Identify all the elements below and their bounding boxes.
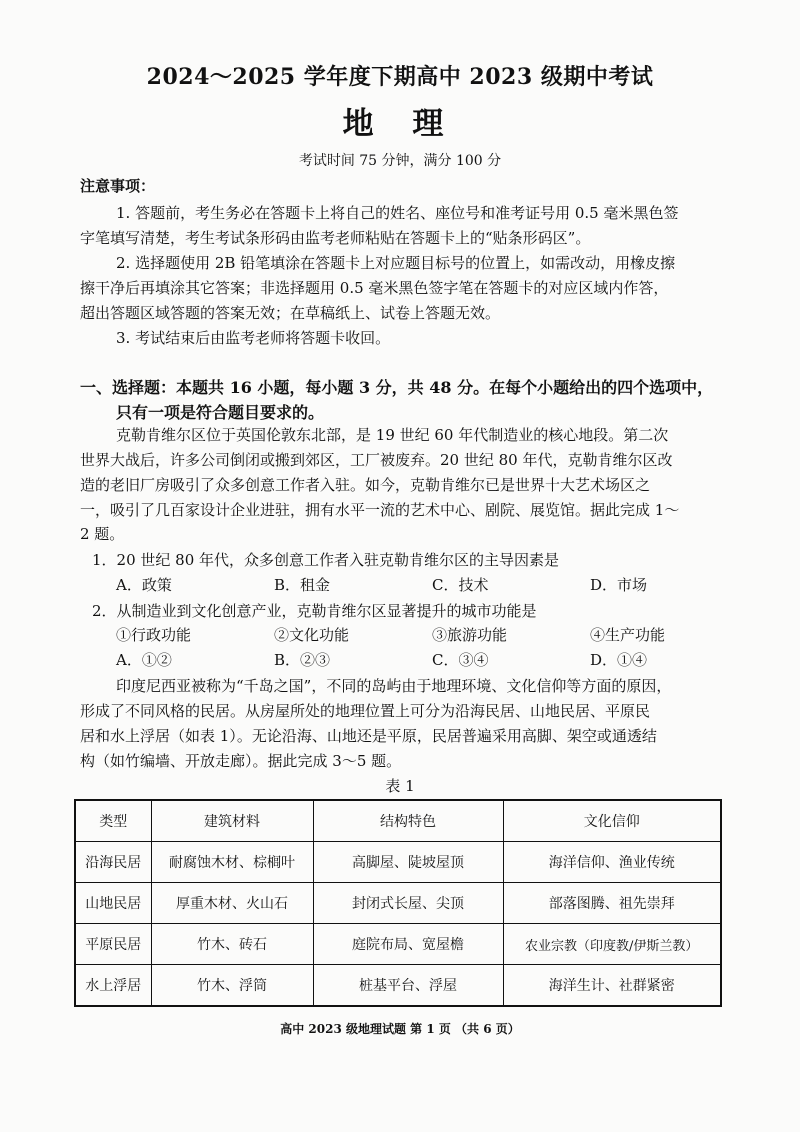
q2-option-c: C．③④ [432,651,489,669]
table-cell: 山地民居 [75,883,151,924]
section1-heading-line1: 一、选择题：本题共 16 小题，每小题 3 分，共 48 分。在每个小题给出的四个选项中， [80,378,714,397]
notes-item1-line1: 1. 答题前，考生务必在答题卡上将自己的姓名、座位号和准考证号用 0.5 毫米黑色签 [116,204,679,222]
table1 [74,799,722,1007]
passage1-line2: 世界大战后，许多公司倒闭或搬到郊区，工厂被废弃。20 世纪 80 年代，克勒肯维尔区改 [80,451,673,469]
page-footer: 高中 2023 级地理试题 第 1 页 （共 6 页） [280,1022,520,1036]
table-header-row [75,800,721,842]
notes-item1-line2: 字笔填写清楚，考生考试条形码由监考老师粘贴在答题卡上的“贴条形码区”。 [80,229,591,247]
passage2-line2: 形成了不同风格的民居。从房屋所处的地理位置上可分为沿海民居、山地民居、平原民 [80,702,651,720]
q1-option-c: C．技术 [432,576,489,594]
q2-option-a: A．①② [116,651,172,669]
section1-heading-line2: 只有一项是符合题目要求的。 [116,403,325,422]
q2-statement-1: ①行政功能 [116,626,192,644]
notes-heading: 注意事项： [80,177,156,195]
notes-item2-line1: 2. 选择题使用 2B 铅笔填涂在答题卡上对应题目标号的位置上，如需改动，用橡皮擦 [116,254,676,272]
notes-item2-line3: 超出答题区域答题的答案无效；在草稿纸上、试卷上答题无效。 [80,304,501,322]
subject-title: 地 理 [342,106,458,142]
table-cell: 沿海民居 [75,842,151,883]
table-cell: 农业宗教（印度教/伊斯兰教） [503,924,721,965]
passage1-line1: 克勒肯维尔区位于英国伦敦东北部，是 19 世纪 60 年代制造业的核心地段。第二次 [116,426,669,444]
notes-item3: 3. 考试结束后由监考老师将答题卡收回。 [116,329,391,347]
table-row [75,883,721,924]
table-cell: 竹木、砖石 [151,924,313,965]
table-cell: 高脚屋、陡坡屋顶 [313,842,503,883]
q2-statement-3: ③旅游功能 [432,626,508,644]
table-cell: 封闭式长屋、尖顶 [313,883,503,924]
table-row [75,842,721,883]
table1-caption: 表 1 [385,777,415,795]
table-cell: 海洋生计、社群紧密 [503,965,721,1007]
q1-option-a: A．政策 [116,576,172,594]
table-cell: 平原民居 [75,924,151,965]
passage2-line4: 构（如竹编墙、开放走廊）。据此完成 3～5 题。 [80,752,402,770]
table-row [75,965,721,1007]
table-header-cell: 建筑材料 [151,800,313,842]
q2-statement-4: ④生产功能 [590,626,666,644]
passage1-line5: 2 题。 [80,525,125,543]
passage2-line3: 居和水上浮居（如表 1）。无论沿海、山地还是平原，民居普遍采用高脚、架空或通透结 [80,727,657,745]
q1-option-d: D．市场 [590,576,648,594]
passage1-line3: 造的老旧厂房吸引了众多创意工作者入驻。如今，克勒肯维尔已是世界十大艺术场区之 [80,476,651,494]
table-cell: 庭院布局、宽屋檐 [313,924,503,965]
notes-item2-line2: 擦干净后再填涂其它答案；非选择题用 0.5 毫米黑色签字笔在答题卡的对应区域内作答， [80,279,669,297]
table-header-cell: 类型 [75,800,151,842]
passage2-line1: 印度尼西亚被称为“千岛之国”，不同的岛屿由于地理环境、文化信仰等方面的原因， [116,677,672,695]
table-cell: 厚重木材、火山石 [151,883,313,924]
exam-title: 2024～2025 学年度下期高中 2023 级期中考试 [146,64,654,90]
q2-statement-2: ②文化功能 [274,626,350,644]
q2-option-d: D．①④ [590,651,648,669]
q2-stem: 2．从制造业到文化创意产业，克勒肯维尔区显著提升的城市功能是 [92,602,537,620]
table-cell: 耐腐蚀木材、棕榈叶 [151,842,313,883]
exam-time-info: 考试时间 75 分钟，满分 100 分 [298,153,502,169]
table-cell: 桩基平台、浮屋 [313,965,503,1007]
table-cell: 部落图腾、祖先崇拜 [503,883,721,924]
passage1-line4: 一，吸引了几百家设计企业进驻，拥有水平一流的艺术中心、剧院、展览馆。据此完成 1～ [80,501,680,519]
table-row [75,924,721,965]
table-cell: 水上浮居 [75,965,151,1007]
table-cell: 海洋信仰、渔业传统 [503,842,721,883]
q2-option-b: B．②③ [274,651,331,669]
table-header-cell: 结构特色 [313,800,503,842]
table-cell: 竹木、浮筒 [151,965,313,1007]
q1-stem: 1．20 世纪 80 年代，众多创意工作者入驻克勒肯维尔区的主导因素是 [92,551,560,569]
table-header-cell: 文化信仰 [503,800,721,842]
q1-option-b: B．租金 [274,576,331,594]
